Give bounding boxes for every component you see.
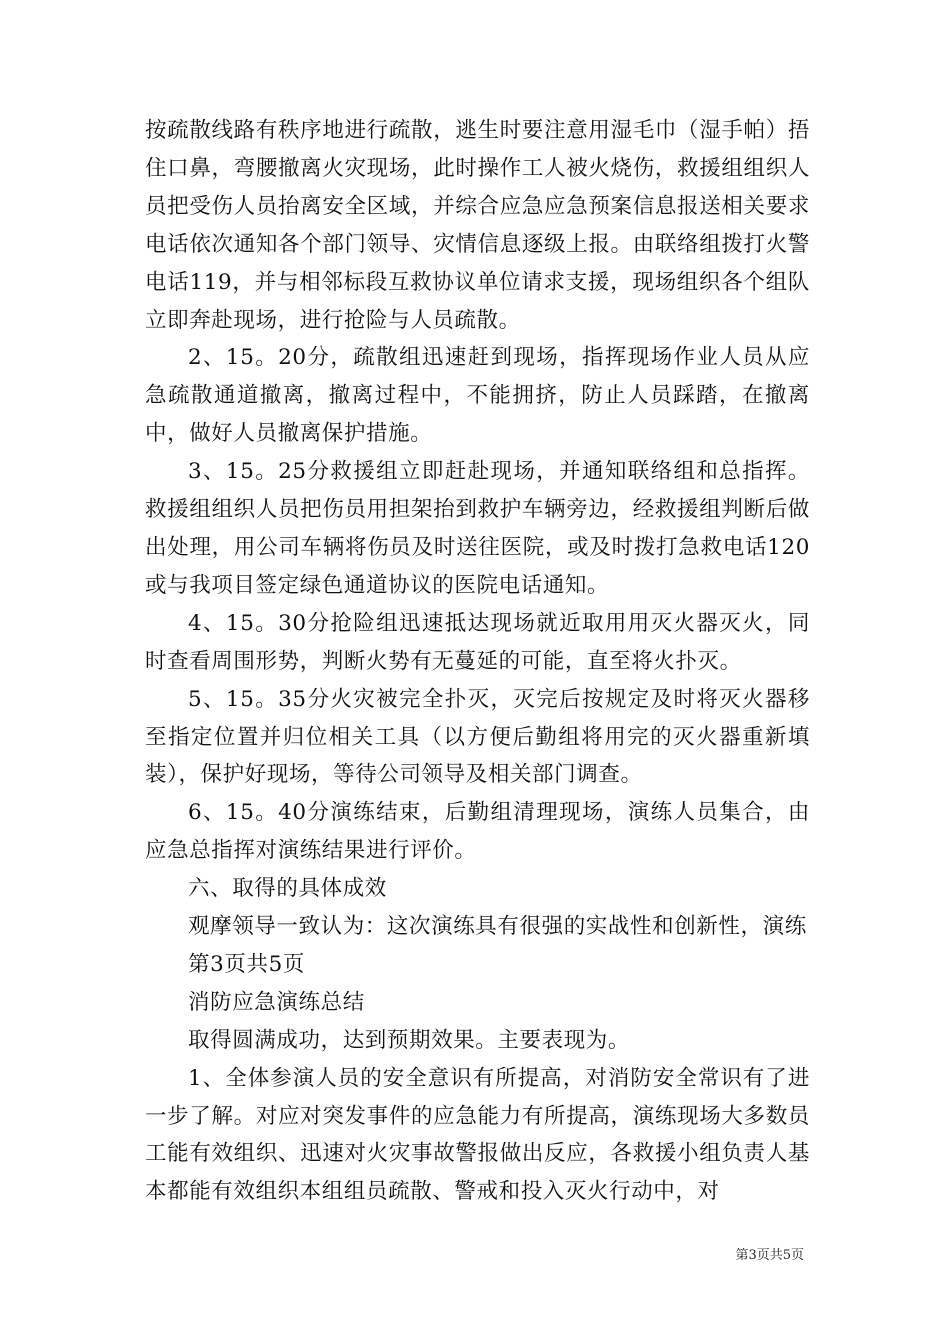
paragraph-success: 取得圆满成功，达到预期效果。主要表现为。 <box>188 1027 631 1053</box>
paragraph-leaders-opinion: 观摩领导一致认为：这次演练具有很强的实战性和创新性，演练 <box>188 914 807 940</box>
inline-page-number: 第3页共5页 <box>188 951 305 977</box>
paragraph-step-5: 5、15。35分火灾被完全扑灭，灭完后按规定及时将灭火器移至指定位置并归位相关工具（以方便后勤组将用完的灭火器重新填装），保护好现场，等待公司领导及相关部门调查。 <box>145 686 810 788</box>
inline-document-title: 消防应急演练总结 <box>188 989 365 1015</box>
paragraph-step-3: 3、15。25分救援组立即赶赴现场，并通知联络组和总指挥。救援组组织人员把伤员用担架抬到救护车辆旁边，经救援组判断后做出处理，用公司车辆将伤员及时送往医院，或及时拨打急救电话120或与我项目签定绿色通道协议的医院电话通知。 <box>145 459 810 598</box>
paragraph-step-6: 6、15。40分演练结束，后勤组清理现场，演练人员集合，由应急总指挥对演练结果进行评价。 <box>145 800 810 864</box>
document-body <box>145 112 810 1211</box>
paragraph-evacuation: 按疏散线路有秩序地进行疏散，逃生时要注意用湿毛巾（湿手帕）捂住口鼻，弯腰撤离火灾现场，此时操作工人被火烧伤，救援组组织人员把受伤人员抬离安全区域，并综合应急应急预案信息报送相关要求电话依次通知各个部门领导、灾情信息逐级上报。由联络组拨打火警电话119，并与相邻标段互救协议单位请求支援，现场组织各个组队立即奔赴现场，进行抢险与人员疏散。 <box>145 118 810 333</box>
section-heading-results: 六、取得的具体成效 <box>188 876 387 902</box>
page-footer: 第3页共5页 <box>735 1248 804 1263</box>
paragraph-step-2: 2、15。20分，疏散组迅速赶到现场，指挥现场作业人员从应急疏散通道撤离，撤离过程中，不能拥挤，防止人员踩踏，在撤离中，做好人员撤离保护措施。 <box>145 345 810 447</box>
paragraph-step-4: 4、15。30分抢险组迅速抵达现场就近取用用灭火器灭火，同时查看周围形势，判断火势有无蔓延的可能，直至将火扑灭。 <box>145 610 810 674</box>
paragraph-result-1: 1、全体参演人员的安全意识有所提高，对消防安全常识有了进一步了解。对应对突发事件的应急能力有所提高，演练现场大多数员工能有效组织、迅速对火灾事故警报做出反应，各救援小组负责人基本都能有效组织本组组员疏散、警戒和投入灭火行动中，对 <box>145 1065 810 1205</box>
